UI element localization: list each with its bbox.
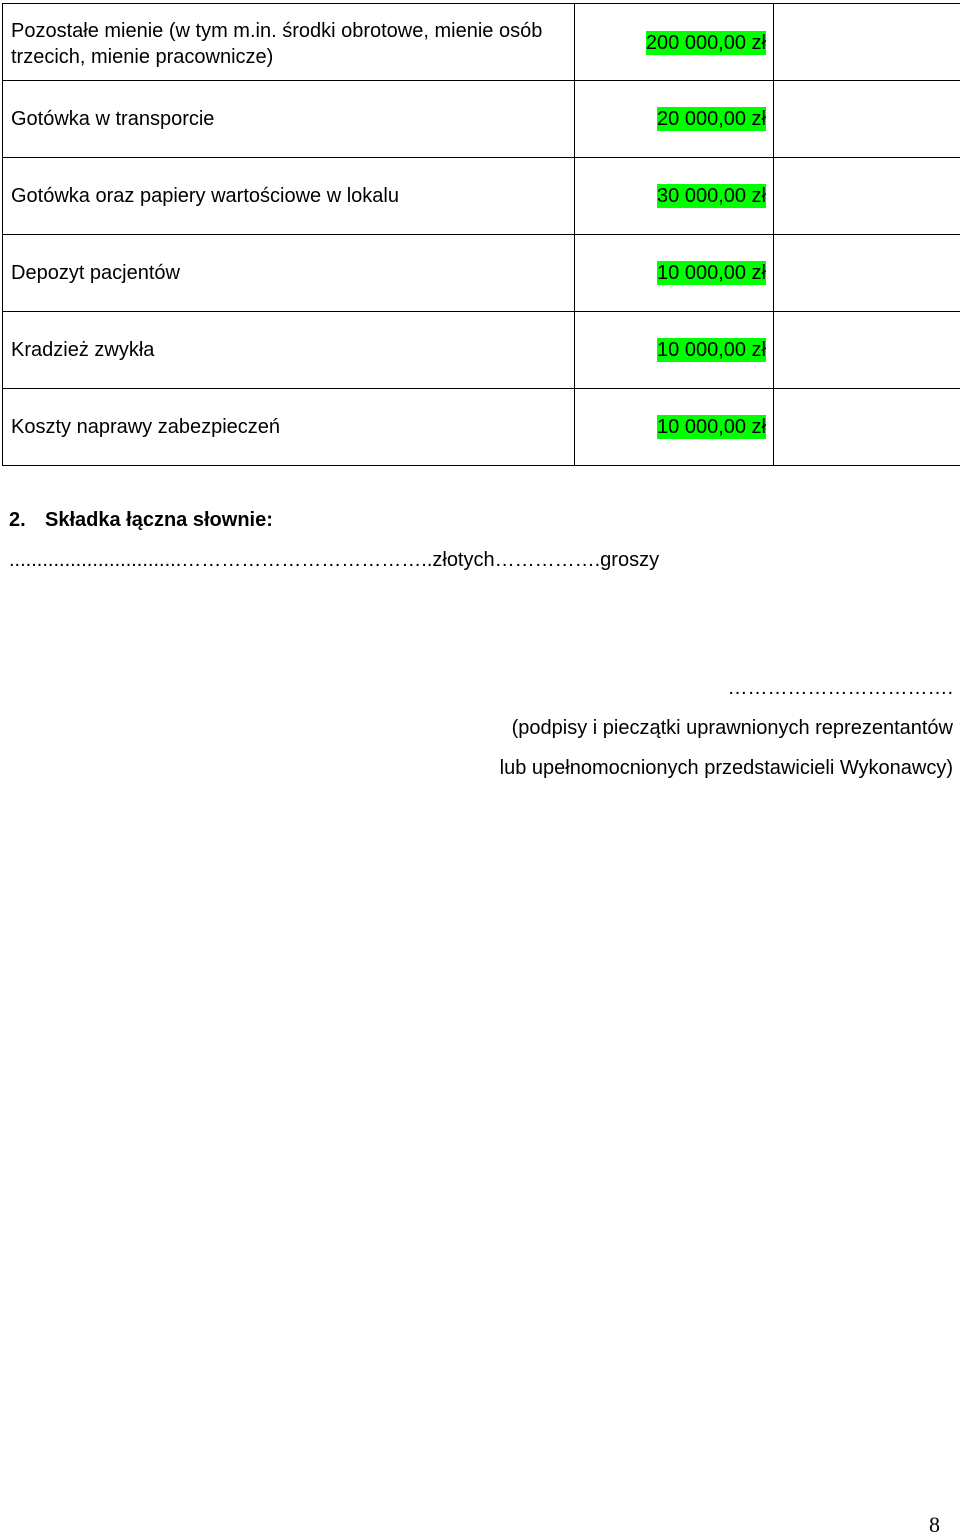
table-row [3,81,960,158]
row-amount: 10 000,00 zł [657,261,766,285]
page-number: 8 [929,1512,940,1538]
row-amount: 20 000,00 zł [657,107,766,131]
insurance-sums-table [2,3,960,466]
row-empty-cell [774,81,960,158]
row-label: Pozostałe mienie (w tym m.in. środki obrotowe, mienie osób trzecich, mienie pracownicze) [3,4,575,81]
row-label: Gotówka oraz papiery wartościowe w lokalu [3,158,575,235]
signature-caption-line-1: (podpisy i pieczątki uprawnionych reprezentantów [500,708,953,748]
premium-in-words-line: ...............................………………………………..złotych…………….groszy [9,549,659,572]
row-amount: 10 000,00 zł [657,415,766,439]
table-row [3,4,960,81]
row-amount-cell [575,4,774,81]
row-amount: 10 000,00 zł [657,338,766,362]
signature-block [500,668,953,788]
row-label: Kradzież zwykła [3,312,575,389]
section-number: 2. [9,509,45,532]
row-amount-cell [575,389,774,466]
row-amount-cell [575,158,774,235]
signature-caption-line-2: lub upełnomocnionych przedstawicieli Wykonawcy) [500,748,953,788]
row-empty-cell [774,389,960,466]
row-amount-cell [575,81,774,158]
row-empty-cell [774,4,960,81]
row-amount-cell [575,312,774,389]
row-empty-cell [774,312,960,389]
row-amount-cell [575,235,774,312]
table-row [3,158,960,235]
table-row [3,389,960,466]
row-empty-cell [774,158,960,235]
row-amount: 30 000,00 zł [657,184,766,208]
row-label: Gotówka w transporcie [3,81,575,158]
section-heading [9,509,273,532]
row-amount: 200 000,00 zł [646,31,766,55]
section-title: Składka łączna słownie: [45,509,273,531]
row-empty-cell [774,235,960,312]
signature-dots: ……………………………. [500,668,953,708]
table-row [3,312,960,389]
table-row [3,235,960,312]
row-label: Koszty naprawy zabezpieczeń [3,389,575,466]
row-label: Depozyt pacjentów [3,235,575,312]
